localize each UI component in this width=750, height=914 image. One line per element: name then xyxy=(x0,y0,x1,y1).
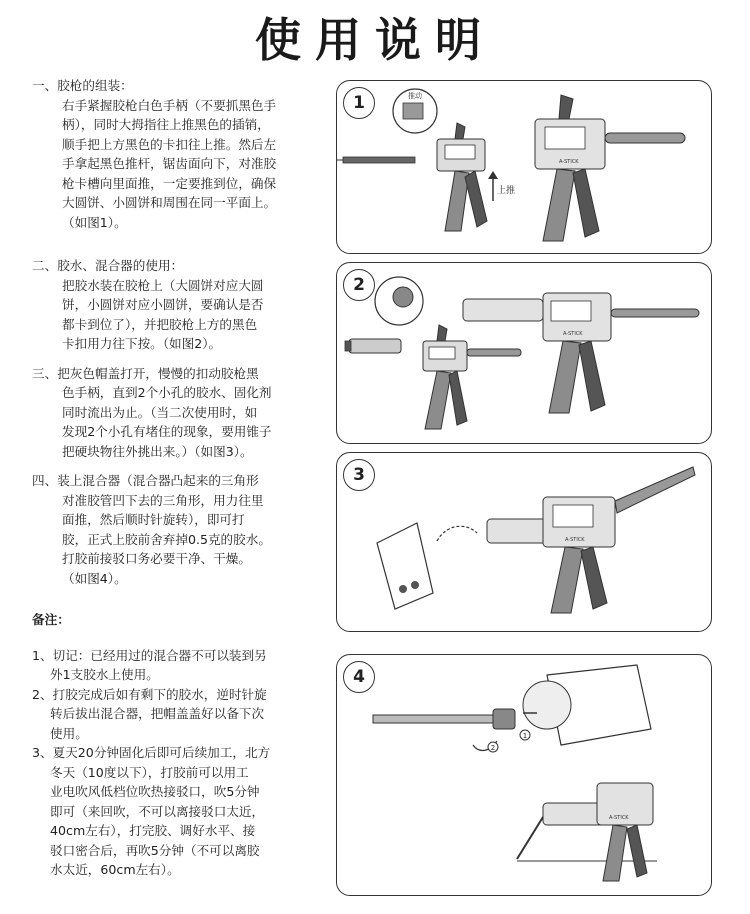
arrow-label: 上推 xyxy=(497,186,516,196)
figure-3-panel xyxy=(336,452,712,632)
figure-2-panel xyxy=(336,262,712,444)
section-open-cap xyxy=(32,364,332,462)
section-line: 顺手把上方黑色的卡扣往上推。然后左 xyxy=(62,136,277,152)
note-line: 40cm左右），打完胶、调好水平、接 xyxy=(50,823,256,838)
section-install-mixer xyxy=(32,471,332,588)
section-line: 打胶前接驳口务必要干净、干燥。 xyxy=(62,551,251,566)
section-assembly xyxy=(32,76,332,232)
cartridge-end-icon xyxy=(377,523,433,609)
cartridge-icon xyxy=(349,339,401,353)
large-gun-icon xyxy=(535,95,685,241)
note-line: 外1支胶水上使用。 xyxy=(50,667,159,682)
notes xyxy=(32,610,332,880)
section-line: （如图4）。 xyxy=(62,570,127,586)
figure-2-illustration xyxy=(337,263,711,443)
section-line: 面推，然后顺时针旋转），即可打 xyxy=(62,512,245,527)
section-heading: 三、把灰色帽盖打开，慢慢的扣动胶枪黑 xyxy=(32,365,259,381)
glue-gun-icon xyxy=(487,467,695,613)
dispensing-gun-icon xyxy=(517,783,657,881)
section-line: 卡扣用力往下按。（如图2）。 xyxy=(62,336,222,351)
note-line: 1、切记：已经用过的混合器不可以装到另 xyxy=(32,647,267,663)
section-line: 发现2个小孔有堵住的现象，要用锥子 xyxy=(62,424,272,439)
note-line: 业电吹风低档位吹热接驳口，吹5分钟 xyxy=(50,784,260,799)
figure-number-badge: 1 xyxy=(343,87,375,119)
step-label: 1 xyxy=(522,732,528,740)
figure-4-illustration xyxy=(337,655,711,895)
section-line: 胶，正式上胶前舍弃掉0.5克的胶水。 xyxy=(62,531,271,547)
mixer-nozzle-icon xyxy=(373,715,493,723)
callout-label: 推动 xyxy=(408,92,422,100)
figure-number-badge: 3 xyxy=(343,459,375,491)
section-glue-mixer xyxy=(32,256,332,354)
section-line: 都卡到位了），并把胶枪上方的黑色 xyxy=(62,316,258,332)
section-line: 色手柄，直到2个小孔的胶水、固化剂 xyxy=(62,385,272,400)
figure-number-badge: 2 xyxy=(343,269,375,301)
section-line: 把硬块物往外挑出来。）（如图3）。 xyxy=(62,443,253,459)
small-gun-icon xyxy=(437,123,487,231)
trigger-detail-icon xyxy=(403,103,423,119)
gun-label: A-STICK xyxy=(563,331,583,337)
figure-4-panel xyxy=(336,654,712,896)
section-line: 把胶水装在胶枪上（大圆饼对应大圆 xyxy=(62,277,264,293)
gun-label: A-STICK xyxy=(565,537,585,543)
gun-label: A-STICK xyxy=(609,815,629,821)
section-line: 饼，小圆饼对应小圆饼，要确认是否 xyxy=(62,297,264,312)
section-line: 同时流出为止。（当二次使用时，如 xyxy=(62,404,258,420)
section-heading: 一、胶枪的组装： xyxy=(32,78,133,93)
note-line: 水太近，60cm左右）。 xyxy=(50,862,180,877)
push-rod-icon xyxy=(343,157,415,163)
figure-1-panel xyxy=(336,80,712,254)
section-heading: 二、胶水、混合器的使用： xyxy=(32,258,184,273)
note-line: 冬天（10度以下），打胶前可以用工 xyxy=(50,764,249,780)
figure-1-illustration xyxy=(337,81,711,253)
note-line: 3、夏天20分钟固化后即可后续加工，北方 xyxy=(32,745,271,760)
note-line: 使用。 xyxy=(50,725,88,741)
note-line: 2、打胶完成后如有剩下的胶水，逆时针旋 xyxy=(32,686,267,702)
notes-title: 备注： xyxy=(32,612,70,627)
section-line: （如图1）。 xyxy=(62,214,127,230)
note-line: 转后拔出混合器，把帽盖盖好以备下次 xyxy=(50,706,265,721)
section-line: 柄），同时大拇指往上推黑色的插销， xyxy=(62,117,270,132)
gun-label: A-STICK xyxy=(559,159,579,165)
page-title: 使用说明 xyxy=(255,13,495,67)
section-line: 手拿起黑色推杆，锯齿面向下，对准胶 xyxy=(62,156,277,171)
step-label: 2 xyxy=(490,744,496,752)
figure-number-badge: 4 xyxy=(343,661,375,693)
section-heading: 四、装上混合器（混合器凸起来的三角形 xyxy=(32,473,259,488)
section-line: 枪卡槽向里面推，一定要推到位，确保 xyxy=(62,175,277,191)
note-line: 即可（来回吹，不可以离接驳口太近， xyxy=(50,803,265,819)
figure-3-illustration xyxy=(337,453,711,631)
note-line: 驳口密合后，再吹5分钟（不可以离胶 xyxy=(50,842,260,858)
instructions-text xyxy=(32,76,332,880)
section-line: 对准胶管凹下去的三角形，用力往里 xyxy=(62,492,264,508)
small-gun-icon xyxy=(423,325,521,429)
section-line: 右手紧握胶枪白色手柄（不要抓黑色手 xyxy=(62,97,277,113)
section-line: 大圆饼、小圆饼和周围在同一平面上。 xyxy=(62,195,277,210)
